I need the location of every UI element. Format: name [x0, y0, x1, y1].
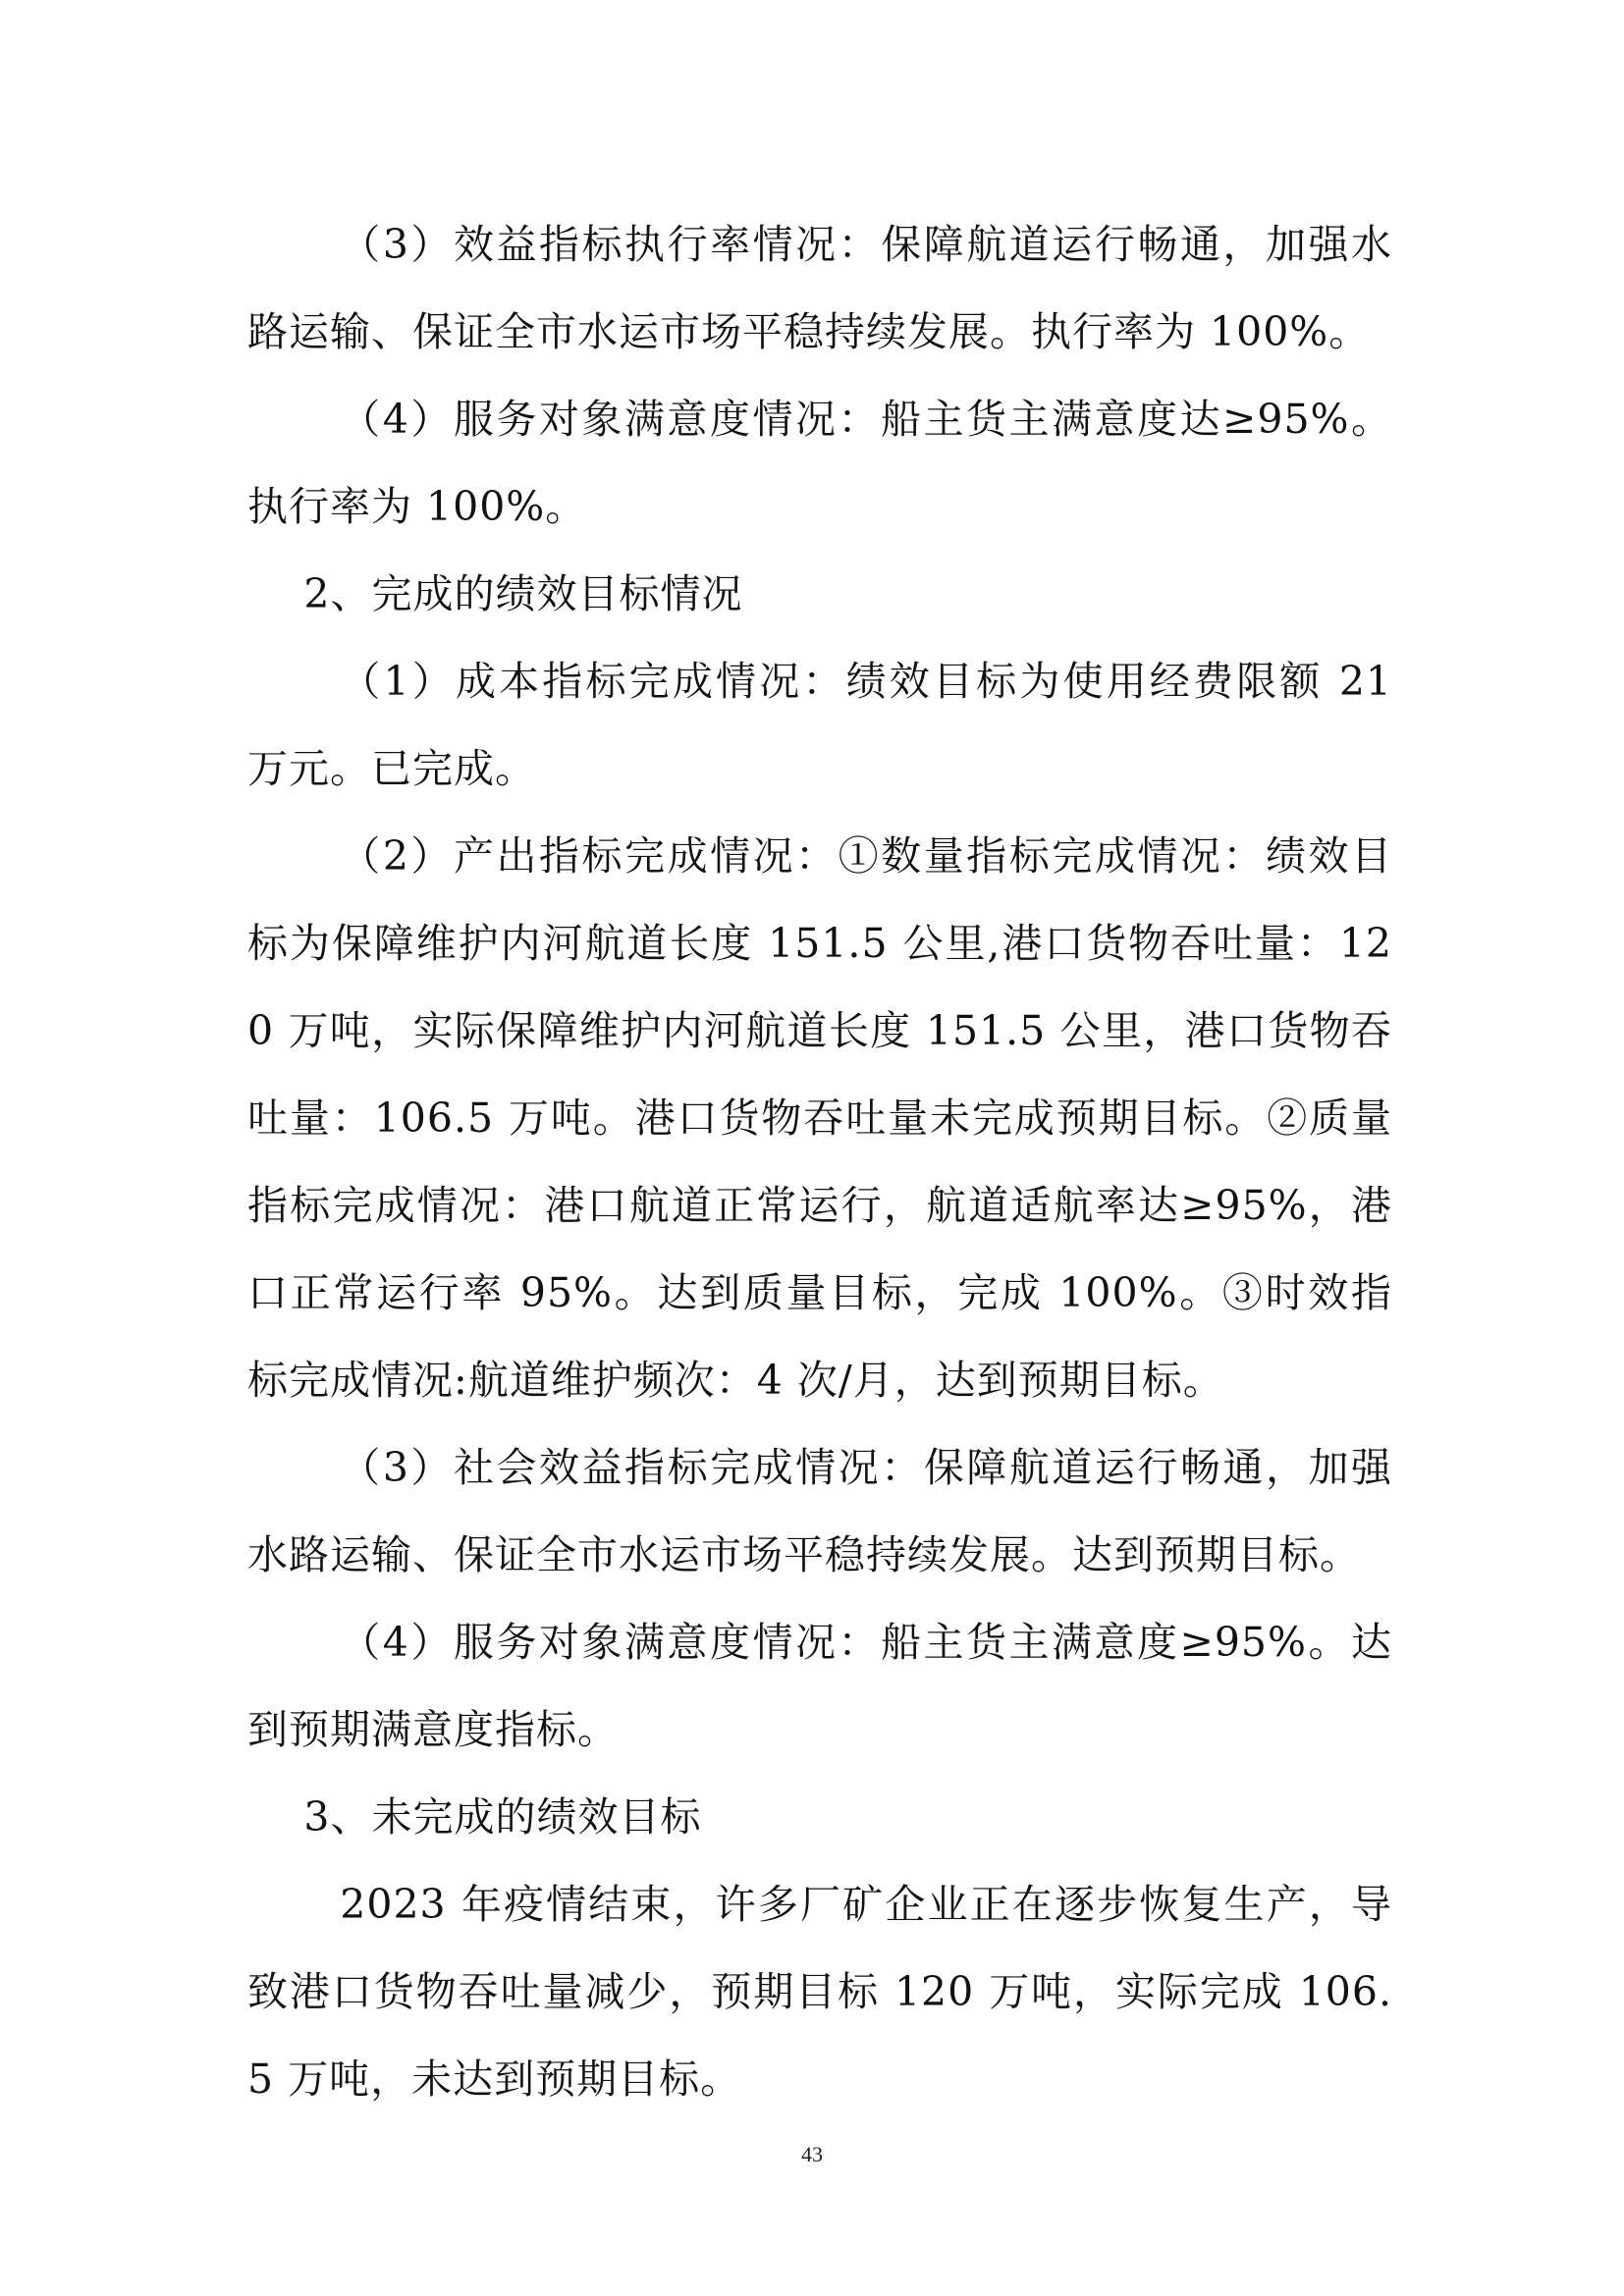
document-body [247, 201, 1392, 2123]
paragraph-satisfaction-result: （4）服务对象满意度情况：船主货主满意度≥95%。达到预期满意度指标。 [247, 1619, 1392, 1753]
paragraph-cost-indicator: （1）成本指标完成情况：绩效目标为使用经费限额 21 万元。已完成。 [247, 658, 1392, 792]
section-heading-uncompleted-goals: 3、未完成的绩效目标 [303, 1793, 702, 1841]
paragraph-uncompleted-explanation: 2023 年疫情结束，许多厂矿企业正在逐步恢复生产，导致港口货物吞吐量减少，预期目标 120 万吨，实际完成 106.5 万吨，未达到预期目标。 [247, 1881, 1392, 2103]
paragraph-output-indicator: （2）产出指标完成情况：①数量指标完成情况：绩效目标为保障维护内河航道长度 151.5 公里,港口货物吞吐量：120 万吨，实际保障维护内河航道长度 151.5 公里，港口货物吞吐量：106.5 万吨。港口货物吞吐量未完成预期目标。②质量指标完成情况：港口航道正常运行，航道适航率达≥95%，港口正常运行率 95%。达到质量目标，完成 100%。③时效指标完成情况:航道维护频次：4 次/月，达到预期目标。 [247, 832, 1392, 1404]
section-heading-completed-goals: 2、完成的绩效目标情况 [303, 570, 743, 617]
paragraph-benefit-indicator-rate: （3）效益指标执行率情况：保障航道运行畅通，加强水路运输、保证全市水运市场平稳持续发展。执行率为 100%。 [247, 221, 1392, 355]
paragraph-social-benefit: （3）社会效益指标完成情况：保障航道运行畅通，加强水路运输、保证全市水运市场平稳持续发展。达到预期目标。 [247, 1444, 1392, 1578]
paragraph-satisfaction-rate: （4）服务对象满意度情况：船主货主满意度达≥95%。执行率为 100%。 [247, 396, 1392, 530]
page-number: 43 [801, 2142, 823, 2166]
